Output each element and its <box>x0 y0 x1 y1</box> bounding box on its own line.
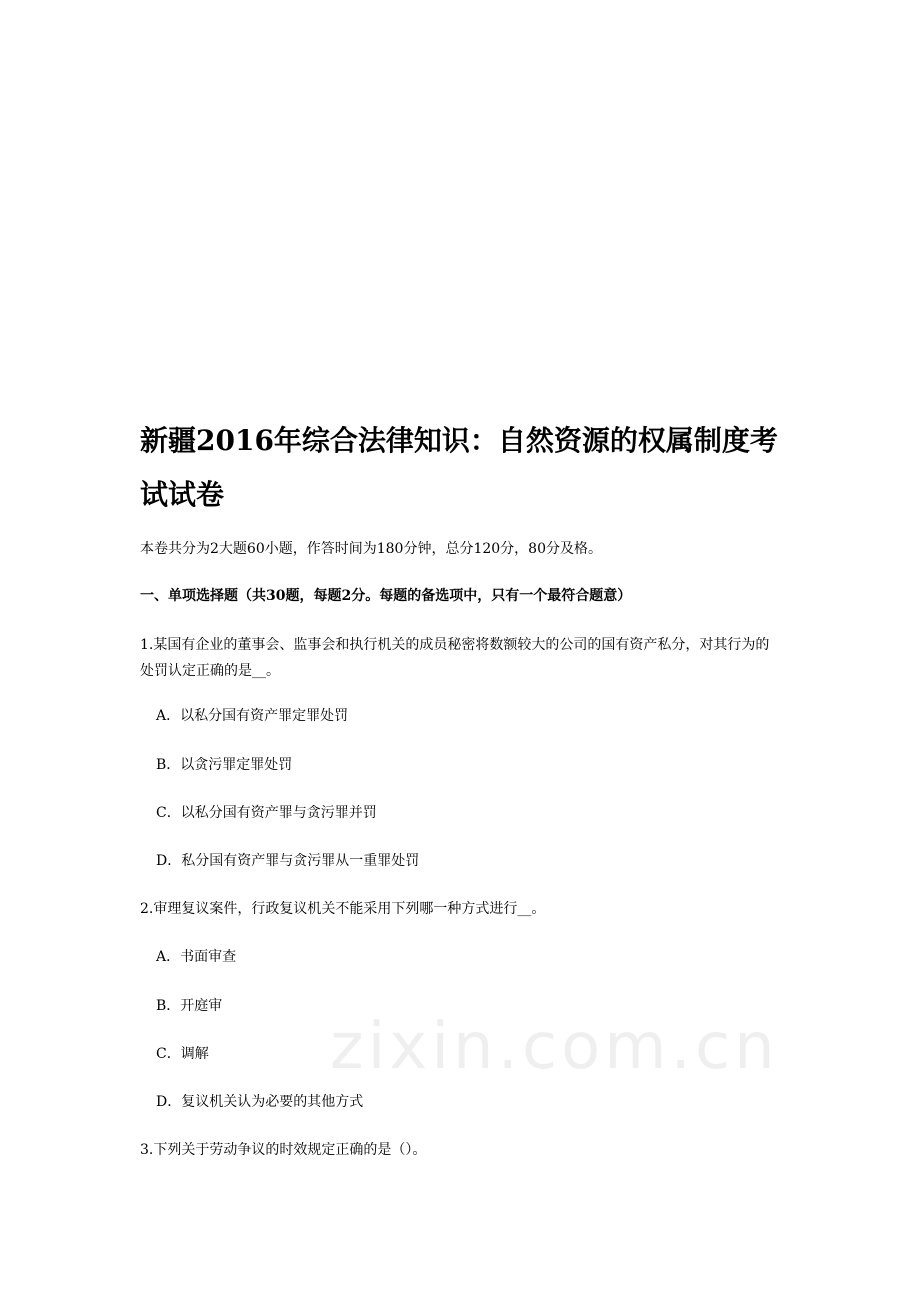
question-3-text: 3.下列关于劳动争议的时效规定正确的是（）。 <box>140 1142 427 1158</box>
exam-intro: 本卷共分为2大题60小题，作答时间为180分钟，总分120分，80分及格。 <box>140 541 602 557</box>
question-2-text: 2.审理复议案件，行政复议机关不能采用下列哪一种方式进行__。 <box>140 901 546 917</box>
question-2-option-c: C．调解 <box>156 1046 209 1062</box>
question-2-option-d: D．复议机关认为必要的其他方式 <box>156 1094 364 1110</box>
page-title: 新疆2016年综合法律知识：自然资源的权属制度考试试卷 <box>140 424 778 511</box>
question-1-option-c: C．以私分国有资产罪与贪污罪并罚 <box>156 805 377 821</box>
question-1-option-d: D．私分国有资产罪与贪污罪从一重罪处罚 <box>156 853 420 869</box>
question-1-option-b: B．以贪污罪定罪处罚 <box>156 757 293 773</box>
section-heading: 一、单项选择题（共30题，每题2分。每题的备选项中，只有一个最符合题意） <box>140 588 632 604</box>
watermark: zixin.com.cn <box>330 1010 779 1084</box>
question-1-option-a: A．以私分国有资产罪定罪处罚 <box>156 708 349 724</box>
question-2-option-b: B．开庭审 <box>156 998 223 1014</box>
question-1-text: 1.某国有企业的董事会、监事会和执行机关的成员秘密将数额较大的公司的国有资产私分，对其行为的处罚认定正确的是__。 <box>140 637 770 679</box>
question-2-option-a: A．书面审查 <box>156 949 237 965</box>
